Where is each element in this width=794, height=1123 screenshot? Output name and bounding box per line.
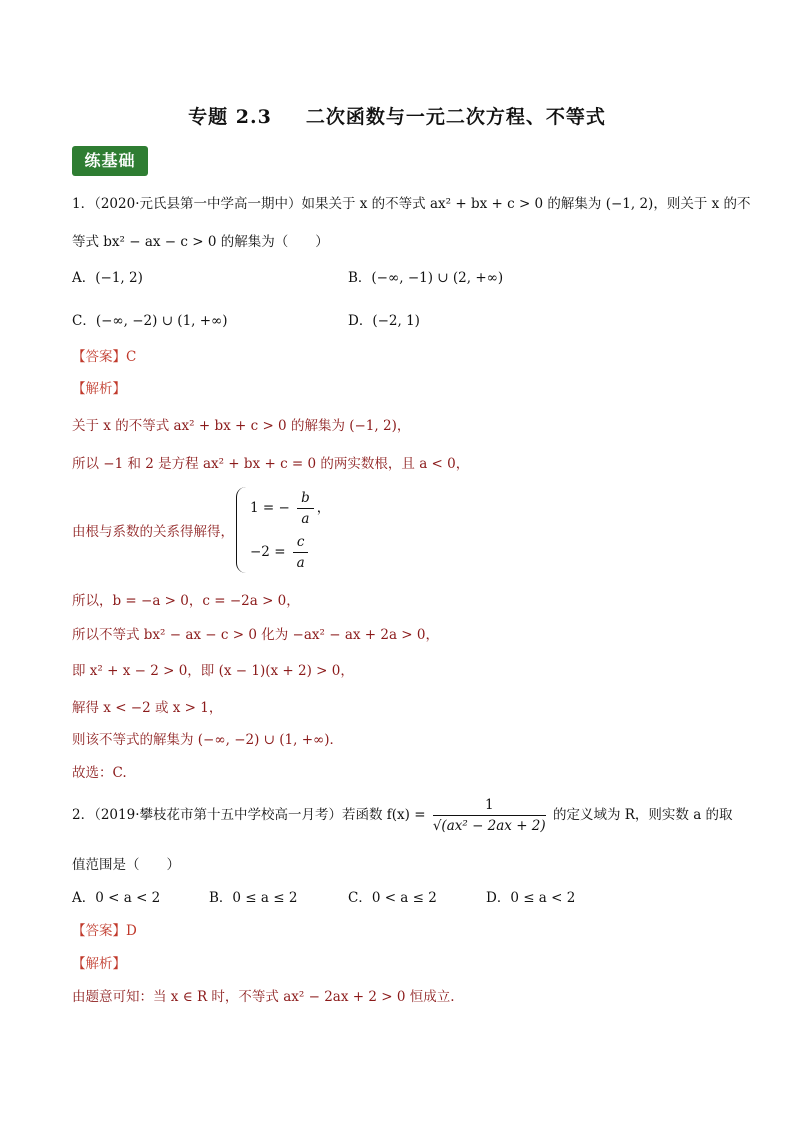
q2-stem-line1 (72, 797, 733, 834)
q1-option-d: D．(−2, 1) (348, 313, 420, 329)
q1-option-a: A．(−1, 2) (72, 270, 143, 286)
system-equation-1 (250, 490, 330, 527)
eq2-fraction (293, 534, 309, 571)
eq1-left: 1 = − (250, 500, 290, 516)
system-equation-2 (250, 534, 311, 571)
section-badge: 练基础 (72, 146, 148, 176)
q1-solution-line4: 所以，b = −a > 0，c = −2a > 0， (72, 593, 300, 609)
q1-stem-line2: 等式 bx² − ax − c > 0 的解集为（ ） (72, 234, 329, 250)
q1-stem-line1: 1．（2020·元氏县第一中学高一期中）如果关于 x 的不等式 ax² + bx + c > 0 的解集为 (−1, 2)，则关于 x 的不 (72, 196, 751, 212)
q2-solution-line1: 由题意可知：当 x ∈ R 时，不等式 ax² − 2ax + 2 > 0 恒成立. (72, 989, 455, 1005)
title-text: 二次函数与一元二次方程、不等式 (305, 106, 606, 128)
q2-option-c: C．0 < a ≤ 2 (348, 890, 437, 906)
q1-analysis-label: 【解析】 (72, 381, 126, 397)
q2-frac-numerator: 1 (433, 797, 546, 816)
q2-answer: 【答案】D (72, 923, 137, 939)
q1-answer: 【答案】C (72, 349, 137, 365)
q2-stem-line2: 值范围是（ ） (72, 857, 180, 873)
eq2-numerator: c (293, 534, 309, 553)
q1-solution-line2: 所以 −1 和 2 是方程 ax² + bx + c = 0 的两实数根，且 a < 0， (72, 456, 470, 472)
eq2-denominator: a (296, 555, 305, 571)
q2-frac-denominator: √(ax² − 2ax + 2) (432, 818, 546, 834)
q2-function-fraction (433, 797, 546, 834)
q1-solution-line5: 所以不等式 bx² − ax − c > 0 化为 −ax² − ax + 2a > 0， (72, 627, 439, 643)
q2-option-a: A．0 < a < 2 (72, 890, 161, 906)
q1-solution-line9: 故选：C. (72, 765, 127, 781)
q1-solution-line6: 即 x² + x − 2 > 0，即 (x − 1)(x + 2) > 0， (72, 663, 354, 679)
q1-solution-line7: 解得 x < −2 或 x > 1， (72, 700, 223, 716)
q2-option-d: D．0 ≤ a < 2 (486, 890, 576, 906)
title-label: 专题 2.3 (188, 106, 272, 128)
eq1-fraction (297, 490, 314, 527)
q1-solution-line8: 则该不等式的解集为 (−∞, −2) ∪ (1, +∞)． (72, 732, 344, 748)
eq1-numerator: b (297, 490, 314, 509)
q1-option-c: C．(−∞, −2) ∪ (1, +∞) (72, 313, 228, 329)
q1-solution-line3-label: 由根与系数的关系得解得， (72, 524, 234, 540)
q2-stem-post: 的定义域为 R，则实数 a 的取 (552, 807, 733, 823)
q2-option-b: B．0 ≤ a ≤ 2 (209, 890, 298, 906)
system-brace (236, 487, 247, 573)
eq1-tail: ， (316, 500, 331, 516)
q2-analysis-label: 【解析】 (72, 956, 126, 972)
q2-stem-pre: 2．（2019·攀枝花市第十五中学校高一月考）若函数 f(x) = (72, 807, 426, 823)
q1-solution-line1: 关于 x 的不等式 ax² + bx + c > 0 的解集为 (−1, 2)， (72, 418, 411, 434)
eq2-left: −2 = (250, 544, 286, 560)
page-title (0, 102, 794, 129)
eq1-denominator: a (301, 511, 310, 527)
q1-option-b: B．(−∞, −1) ∪ (2, +∞) (348, 270, 504, 286)
